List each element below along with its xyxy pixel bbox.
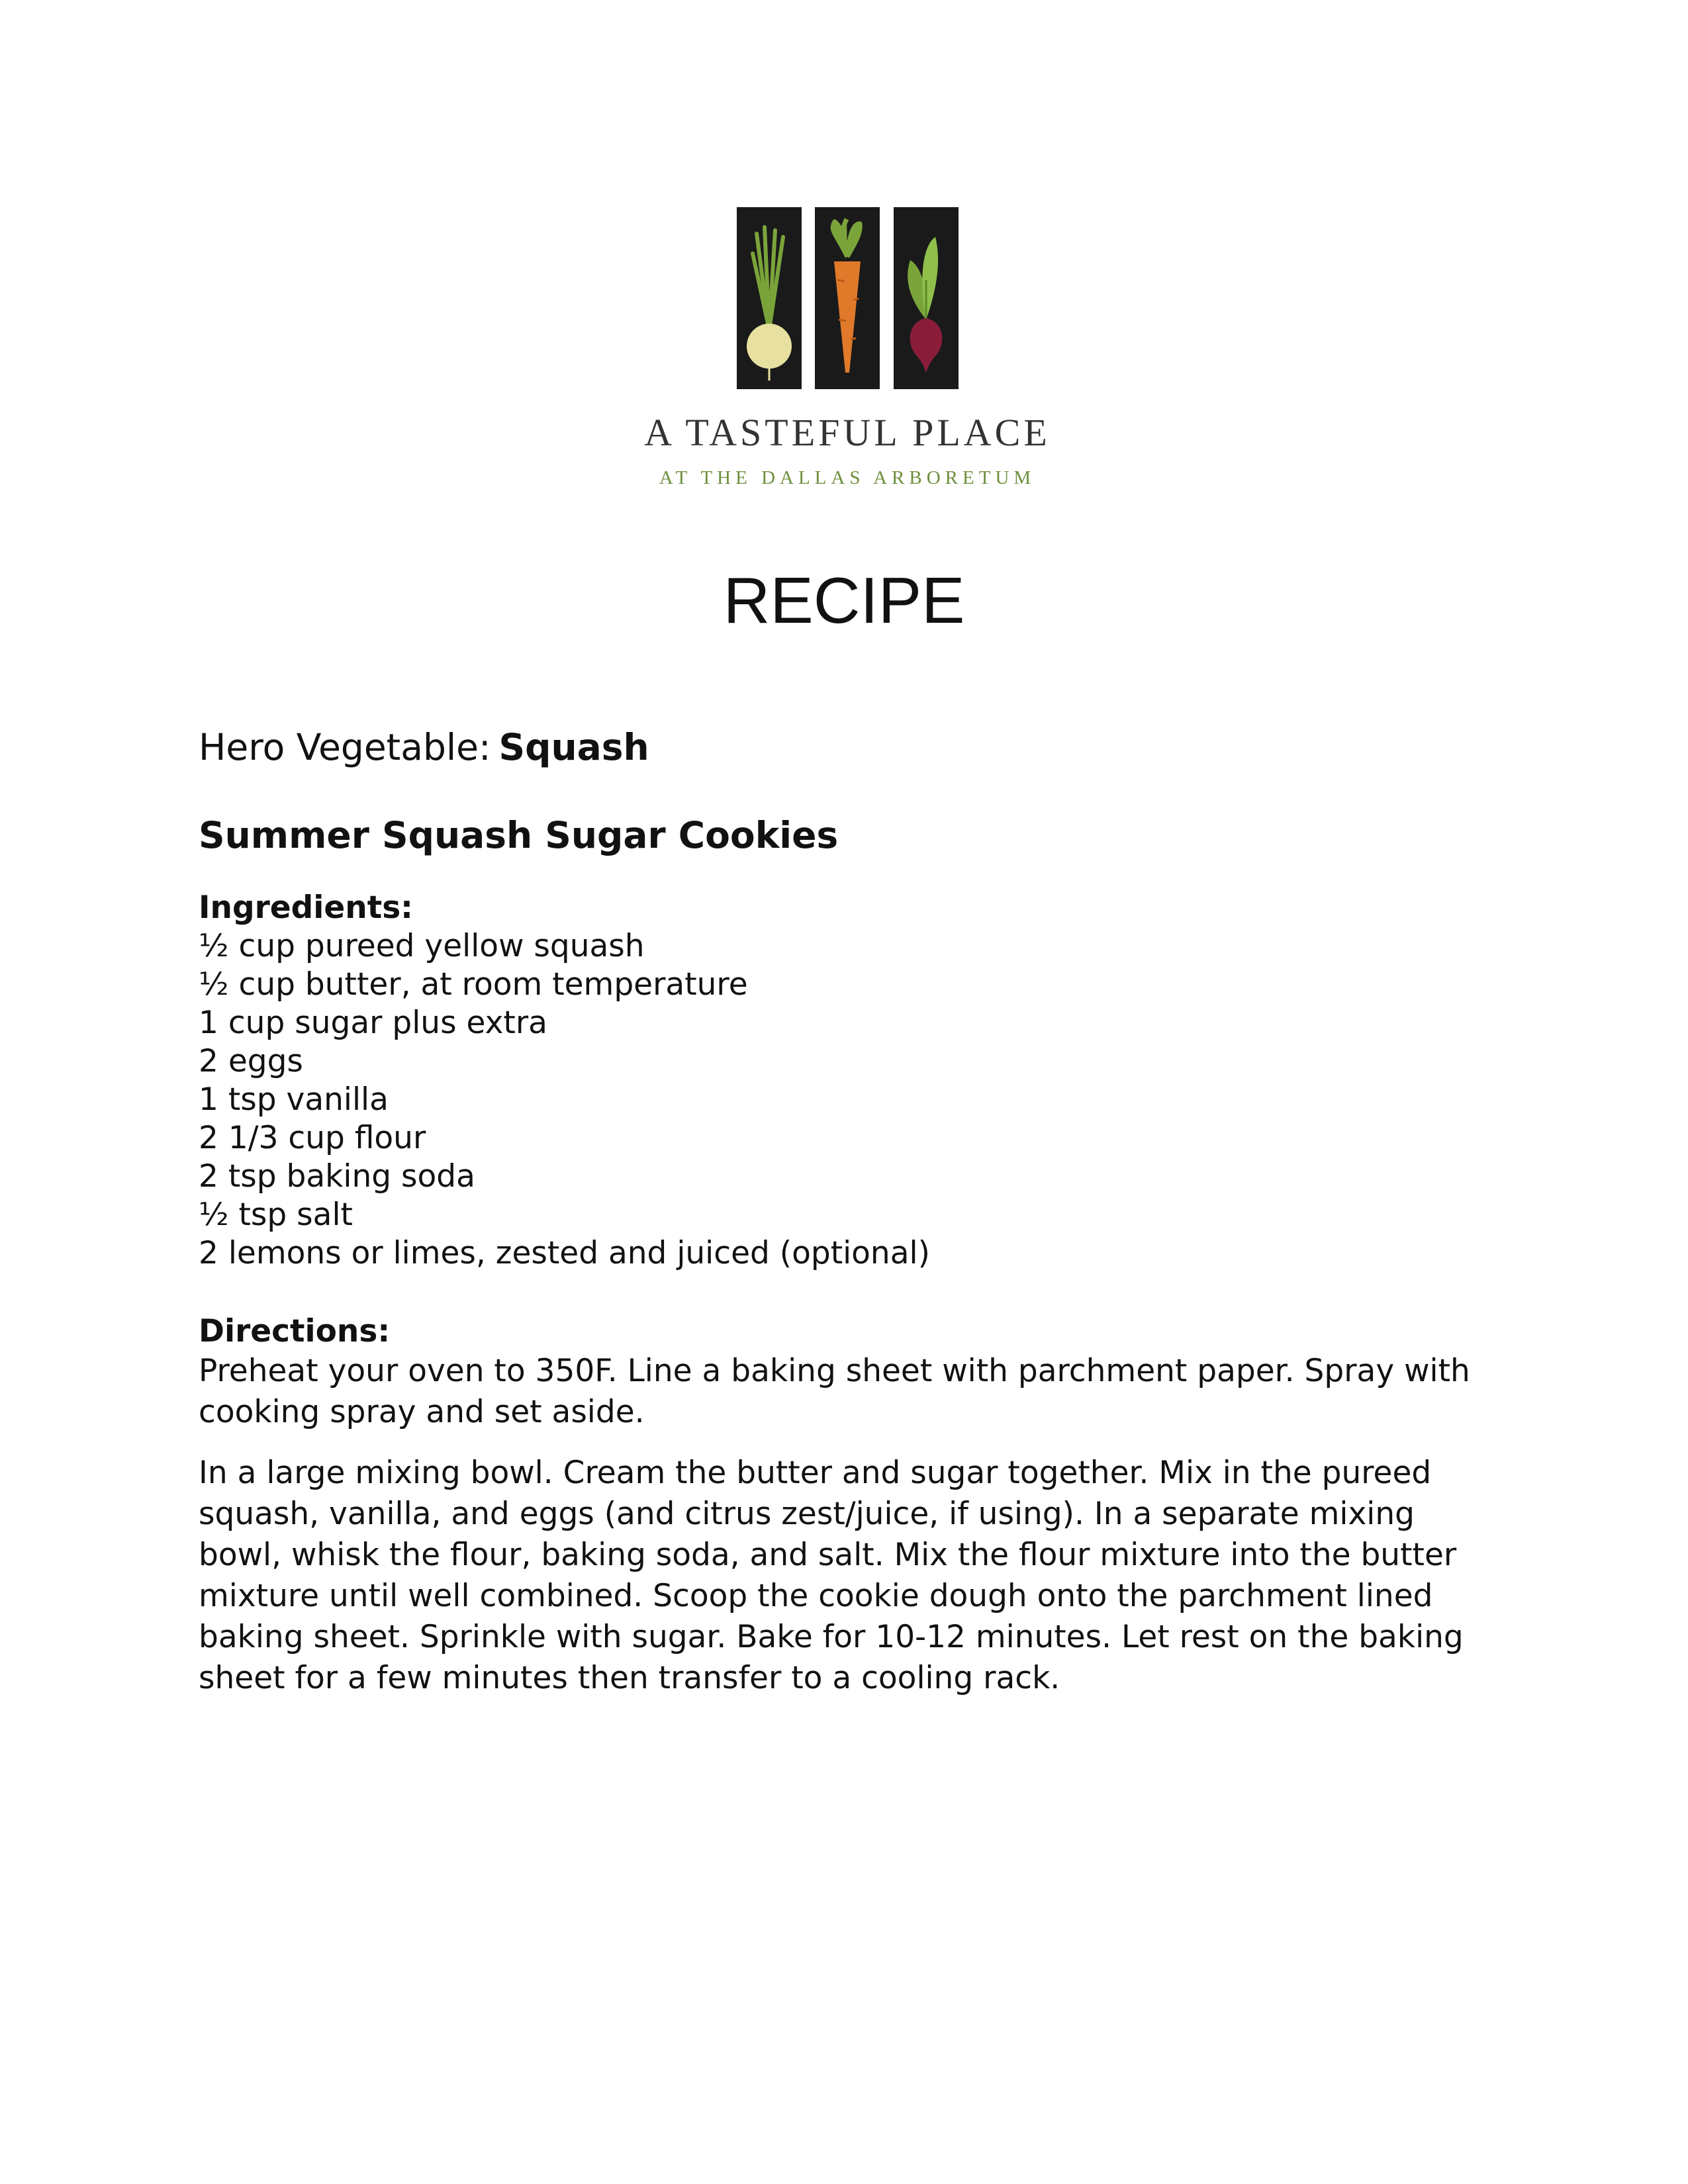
recipe-body <box>199 721 1496 1699</box>
ingredient-item: 2 eggs <box>199 1043 303 1079</box>
ingredient-item: 1 tsp vanilla <box>199 1081 389 1118</box>
ingredient-item: ½ cup butter, at room temperature <box>199 966 748 1003</box>
hero-vegetable-line <box>199 721 1496 773</box>
onion-icon <box>737 207 802 389</box>
beet-icon <box>894 207 959 389</box>
logo <box>629 199 1066 496</box>
logo-vegetable-panels <box>737 207 959 389</box>
ingredient-item: 2 lemons or limes, zested and juiced (optional) <box>199 1235 930 1271</box>
direction-paragraph: Preheat your oven to 350F. Line a baking sheet with parchment paper. Spray with cooking spray and set aside. <box>199 1353 1470 1430</box>
ingredient-item: 2 tsp baking soda <box>199 1158 475 1195</box>
ingredient-item: ½ cup pureed yellow squash <box>199 928 645 964</box>
ingredients-heading: Ingredients: <box>199 889 413 926</box>
direction-paragraph: In a large mixing bowl. Cream the butter and sugar together. Mix in the pureed squash, vanilla, and eggs (and citrus zest/juice, if using). In a separate mixing bowl, whisk the flour, baking soda, and salt. Mix the flour mixture into the butter mixture until well combined. Scoop the cookie dough onto the parchment lined baking sheet. Sprinkle with sugar. Bake for 10-12 minutes. Let rest on the baking sheet for a few minutes then transfer to a cooling rack. <box>199 1455 1464 1696</box>
logo-title: A TASTEFUL PLACE <box>644 411 1051 454</box>
ingredient-item: ½ tsp salt <box>199 1197 353 1233</box>
hero-vegetable-label: Hero Vegetable: <box>199 726 491 768</box>
ingredient-item: 2 1/3 cup flour <box>199 1120 426 1156</box>
hero-vegetable-value: Squash <box>498 726 649 768</box>
page-title: RECIPE <box>723 564 965 637</box>
carrot-icon <box>815 207 880 389</box>
logo-subtitle: AT THE DALLAS ARBORETUM <box>659 467 1036 488</box>
ingredient-item: 1 cup sugar plus extra <box>199 1005 547 1041</box>
recipe-name: Summer Squash Sugar Cookies <box>199 814 839 856</box>
ingredient-list <box>199 927 1496 1273</box>
directions-heading: Directions: <box>199 1313 391 1349</box>
